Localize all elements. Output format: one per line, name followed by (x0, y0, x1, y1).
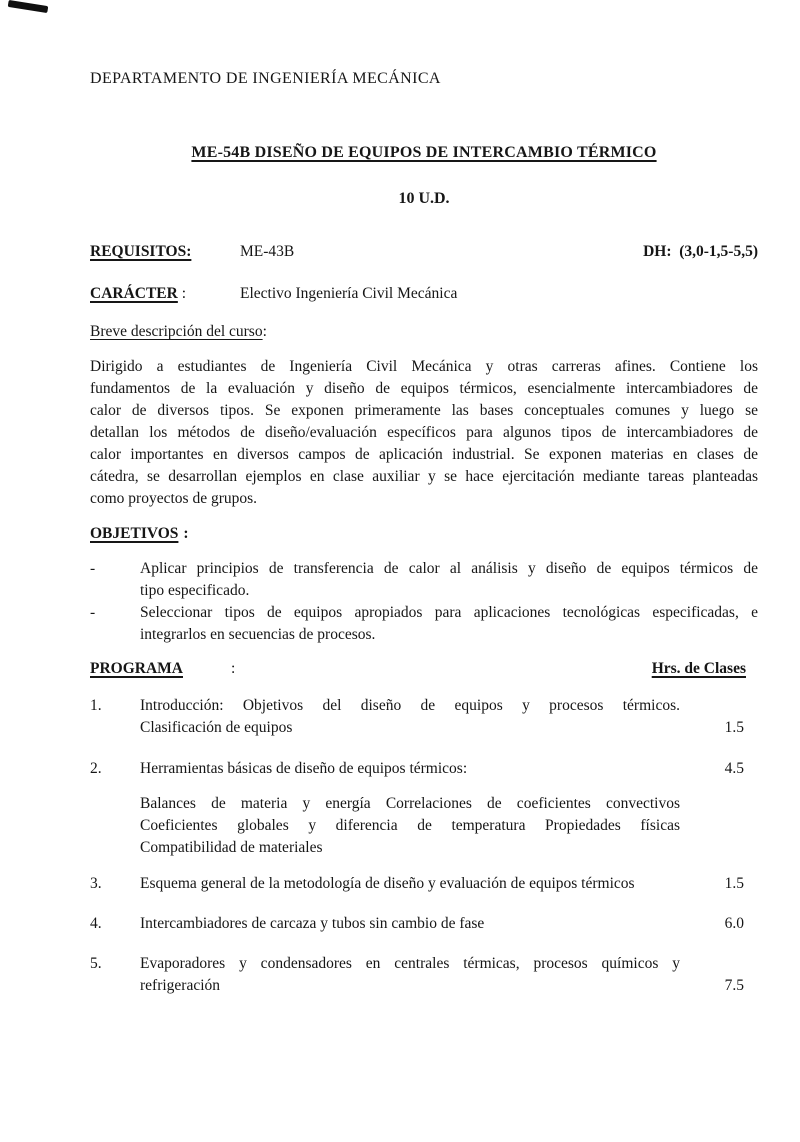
description-line: calor importantes en diversos campos de aplicación industrial. Se exponen materias en clases de (90, 446, 758, 463)
program-item-line: Clasificación de equipos (140, 719, 293, 736)
objective-line: integrarlos en secuencias de procesos. (140, 626, 376, 643)
objective-marker: - (90, 604, 96, 621)
description-line: como proyectos de grupos. (90, 490, 258, 507)
objetivos-list (90, 558, 758, 646)
program-item-line: Herramientas básicas de diseño de equipos térmicos: (140, 760, 468, 777)
program-item-text (140, 758, 680, 780)
program-item-number: 1. (90, 697, 102, 714)
requisitos-label: REQUISITOS: (90, 243, 192, 260)
program-item-text (140, 913, 680, 935)
objective-text (140, 558, 758, 602)
caracter-label: CARÁCTER : (90, 285, 187, 302)
program-item-text (140, 695, 680, 739)
programa-heading-row (90, 658, 758, 680)
program-item-hours: 1.5 (724, 875, 744, 892)
program-item-line: refrigeración (140, 977, 221, 994)
course-title-text: ME-54B DISEÑO DE EQUIPOS DE INTERCAMBIO TÉRMICO (191, 144, 657, 161)
description-line: calor de diversos tipos. Se exponen primeramente las bases conceptuales comunes y luego se (90, 402, 758, 419)
program-subtext-line: Compatibilidad de materiales (140, 839, 323, 856)
program-item (90, 913, 758, 935)
requisitos-row (90, 241, 758, 263)
program-item-line: Evaporadores y condensadores en centrales térmicas, procesos químicos y (140, 955, 680, 972)
course-title (90, 142, 758, 164)
course-description (90, 356, 758, 510)
scan-ink-mark (8, 0, 49, 13)
program-item-line: Introducción: Objetivos del diseño de equipos y procesos térmicos. (140, 697, 680, 714)
program-item-line: Esquema general de la metodología de diseño y evaluación de equipos térmicos (140, 875, 635, 892)
hours-column-header: Hrs. de Clases (651, 660, 746, 677)
dh-value: DH: (3,0-1,5-5,5) (643, 243, 758, 260)
description-line: detallan los métodos de diseño/evaluación específicos para algunos tipos de intercambiadores de (90, 424, 758, 441)
objective-line: Aplicar principios de transferencia de calor al análisis y diseño de equipos térmicos de (140, 560, 758, 577)
program-subtext-line: Balances de materia y energía Correlaciones de coeficientes convectivos (140, 795, 680, 812)
description-line: fundamentos de la evaluación y diseño de equipos térmicos, esencialmente intercambiadores de (90, 380, 758, 397)
program-item-hours: 4.5 (724, 760, 744, 777)
program-item (90, 758, 758, 780)
objective-item (90, 602, 758, 646)
program-item-text (140, 873, 680, 895)
program-item-hours: 1.5 (724, 719, 744, 736)
objective-line: tipo especificado. (140, 582, 250, 599)
department-header: DEPARTAMENTO DE INGENIERÍA MECÁNICA (90, 70, 441, 87)
objective-text (140, 602, 758, 646)
program-item-number: 2. (90, 760, 102, 777)
program-item (90, 695, 758, 739)
program-subtext-line: Coeficientes globales y diferencia de temperatura Propiedades físicas (140, 817, 680, 834)
program-item-number: 4. (90, 915, 102, 932)
programa-heading: PROGRAMA (90, 660, 183, 677)
caracter-colon: : (177, 285, 187, 302)
objetivos-colon: : (183, 525, 189, 542)
objective-line: Seleccionar tipos de equipos apropiados para aplicaciones tecnológicas especificadas, e (140, 604, 758, 621)
requisitos-value: ME-43B (240, 243, 295, 260)
program-item-number: 3. (90, 875, 102, 892)
objective-marker: - (90, 560, 96, 577)
program-item-subtext (140, 793, 680, 859)
description-heading-colon: : (262, 323, 267, 340)
program-item-text (140, 953, 680, 997)
objetivos-heading: OBJETIVOS : (90, 525, 189, 542)
program-item (90, 873, 758, 895)
course-credits: 10 U.D. (398, 190, 450, 207)
program-item (90, 953, 758, 997)
objective-item (90, 558, 758, 602)
description-heading: Breve descripción del curso: (90, 323, 267, 340)
program-item-number: 5. (90, 955, 102, 972)
program-item-hours: 6.0 (724, 915, 744, 932)
caracter-row (90, 283, 758, 305)
program-item-line: Intercambiadores de carcaza y tubos sin cambio de fase (140, 915, 485, 932)
caracter-value: Electivo Ingeniería Civil Mecánica (240, 285, 458, 302)
programa-colon: : (231, 660, 236, 677)
description-line: cátedra, se desarrollan ejemplos en clase auxiliar y se hace ejercitación mediante tareas planteadas (90, 468, 758, 485)
description-line: Dirigido a estudiantes de Ingeniería Civil Mecánica y otras carreras afines. Contiene los (90, 358, 758, 375)
program-item-hours: 7.5 (724, 977, 744, 994)
